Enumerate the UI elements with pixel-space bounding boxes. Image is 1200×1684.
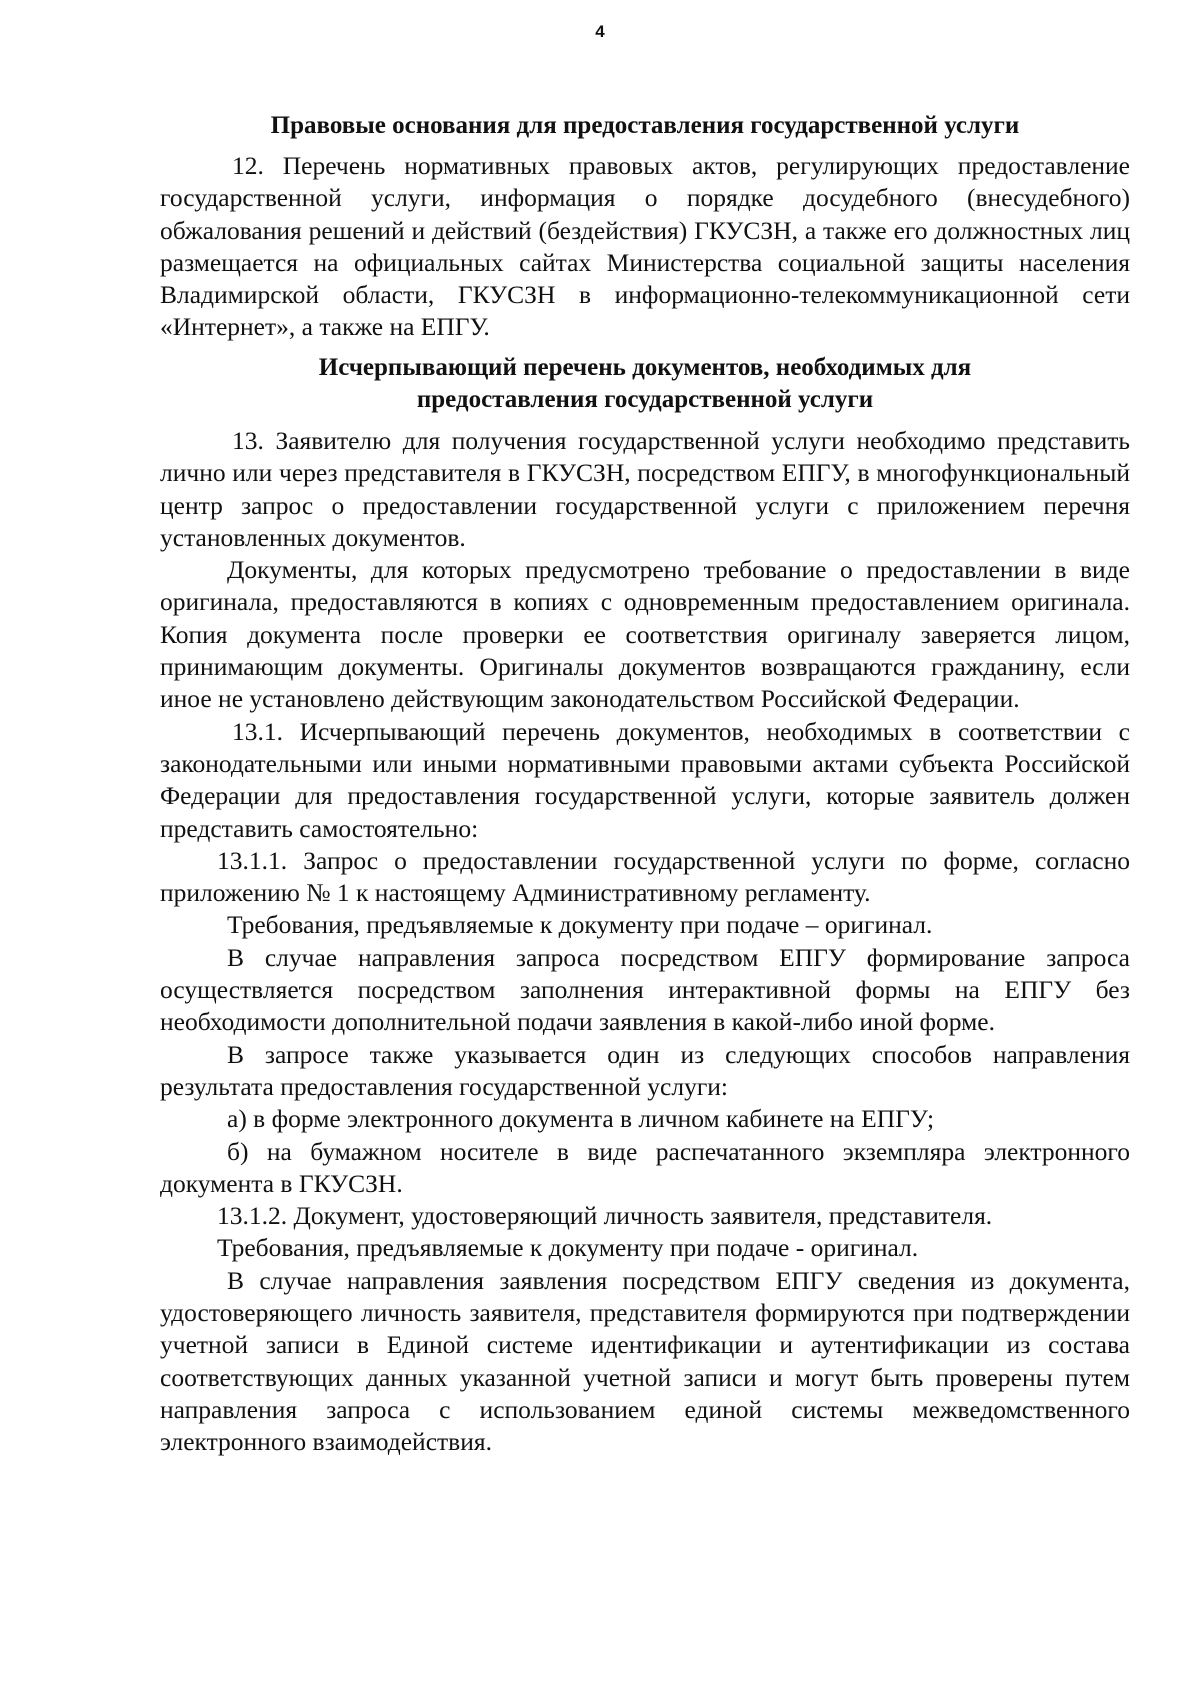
paragraph-requirements-2: Требования, предъявляемые к документу при подаче - оригинал. xyxy=(217,1233,919,1263)
section-heading-documents xyxy=(160,352,1130,417)
paragraph-12: 12. Перечень нормативных правовых актов, регулирующих предоставление государственной услуги, информация о порядке досудебного (внесудебного) обжалования решений и действий (бездействия) ГКУСЗН, а также его должностных лиц размещается на официальных сайтах Министерства социальной защиты населения Владимирской области, ГКУСЗН в информационно-телекоммуникационной сети «Интернет», а также на ЕПГУ. xyxy=(160,151,1130,342)
paragraph-epgu-request: В случае направления запроса посредством ЕПГУ формирование запроса осуществляется посредством заполнения интерактивной формы на ЕПГУ без необходимости дополнительной подачи заявления в какой-либо иной форме. xyxy=(160,942,1130,1037)
section-heading-documents-line2: предоставления государственной услуги xyxy=(416,386,874,414)
list-item-b: б) на бумажном носителе в виде распечатанного экземпляра электронного документа в ГКУСЗН. xyxy=(160,1136,1130,1198)
section-documents-body xyxy=(160,425,1130,1459)
paragraph-13-1-2: 13.1.2. Документ, удостоверяющий личность заявителя, представителя. xyxy=(217,1201,993,1231)
paragraph-documents-originals: Документы, для которых предусмотрено требование о предоставлении в виде оригинала, предоставляются в копиях с одновременным предоставлением оригинала. Копия документа после проверки ее соответствия оригиналу заверяется лицом, принимающим документы. Оригиналы документов возвращаются гражданину, если иное не установлено действующим законодательством Российской Федерации. xyxy=(160,555,1130,714)
paragraph-13-1-1: 13.1.1. Запрос о предоставлении государственной услуги по форме, согласно приложению № 1 к настоящему Административному регламенту. xyxy=(160,845,1130,908)
paragraph-13: 13. Заявителю для получения государственной услуги необходимо представить лично или через представителя в ГКУСЗН, посредством ЕПГУ, в многофункциональный центр запрос о предоставлении государственной услуги с приложением перечня установленных документов. xyxy=(160,426,1130,552)
section-heading-legal-basis: Правовые основания для предоставления государственной услуги xyxy=(270,112,1020,139)
section-legal-basis-body xyxy=(160,150,1130,344)
paragraph-requirements-1: Требования, предъявляемые к документу при подаче – оригинал. xyxy=(227,910,933,940)
paragraph-epgu-identity: В случае направления заявления посредством ЕПГУ сведения из документа, удостоверяющего личность заявителя, представителя формируются при подтверждении учетной записи в Единой системе идентификации и аутентификации из состава соответствующих данных указанной учетной записи и могут быть проверены путем направления запроса с использованием единой системы межведомственного электронного взаимодействия. xyxy=(160,1265,1130,1457)
list-item-a: а) в форме электронного документа в личном кабинете на ЕПГУ; xyxy=(227,1104,935,1134)
page-number: 4 xyxy=(595,22,605,41)
paragraph-13-1: 13.1. Исчерпывающий перечень документов, необходимых в соответствии с законодательными или иными нормативными правовыми актами субъекта Российской Федерации для предоставления государственной услуги, которые заявитель должен представить самостоятельно: xyxy=(160,716,1130,843)
section-heading-documents-line1: Исчерпывающий перечень документов, необходимых для xyxy=(318,354,972,381)
paragraph-result-methods: В запросе также указывается один из следующих способов направления результата предоставления государственной услуги: xyxy=(160,1039,1130,1101)
